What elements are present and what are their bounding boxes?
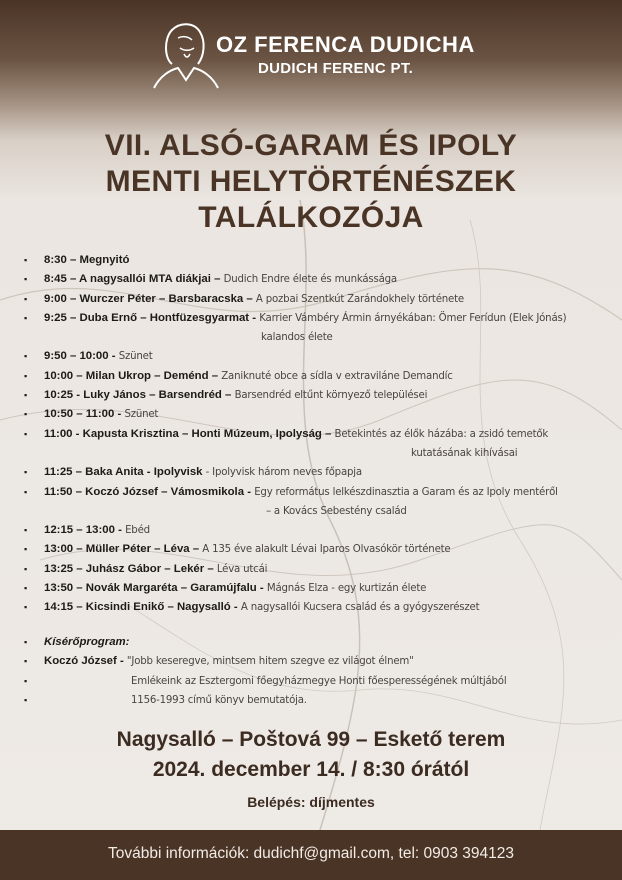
program-item: ▪ 11:25 – Baka Anita - Ipolyvisk - Ipolyvisk három neves főpapja	[24, 463, 614, 482]
program-item: ▪ 10:25 - Luky János – Barsendréd – Barsendréd eltűnt környező települései	[24, 386, 614, 405]
dudich-portrait-logo	[150, 18, 220, 90]
program-item: ▪ 12:15 – 13:00 - Ebéd	[24, 521, 614, 540]
program-item: ▪ 9:00 – Wurczer Péter – Barsbaracska – A pozbai Szentkút Zarándokhely története	[24, 290, 614, 309]
event-title-line3: TALÁLKOZÓJA	[198, 201, 424, 234]
program-item-continuation: – a Kovács Sebestény család	[266, 505, 407, 517]
side-program-line: ▪ Emlékeink az Esztergomi főegyházmegye Honti főesperességének múltjából	[24, 672, 614, 691]
program-item: ▪ 11:50 – Koczó József – Vámosmikola - Egy református lelkészdinasztia a Garam és az Ipoly mentéről	[24, 483, 614, 502]
brand-subtitle: DUDICH FERENC PT.	[258, 60, 414, 77]
side-program	[24, 633, 614, 710]
program-item: ▪ 8:30 – Megnyitó	[24, 251, 614, 270]
program-item: ▪ 9:25 – Duba Ernő – Hontfüzesgyarmat - Karrier Vámbéry Ármin árnyékában: Ömer Ferídun (Elek Jónás)	[24, 309, 614, 328]
venue-date: 2024. december 14. / 8:30 órától	[152, 758, 470, 781]
program-item: ▪ 10:50 – 11:00 - Szünet	[24, 405, 614, 424]
side-program-label: ▪ Kísérőprogram:	[24, 633, 614, 652]
venue-address: Nagysalló – Poštová 99 – Eskető terem	[116, 728, 506, 751]
event-title-line1: VII. ALSÓ-GARAM ÉS IPOLY	[104, 129, 518, 162]
program-item-continuation: kutatásának kihívásai	[411, 447, 518, 459]
brand-title: OZ FERENCA DUDICHA	[216, 32, 475, 57]
event-title	[40, 128, 582, 236]
program-item: ▪ 9:50 – 10:00 - Szünet	[24, 347, 614, 366]
program-item: ▪ 13:00 – Müller Péter – Léva – A 135 éve alakult Lévai Iparos Olvasókör története	[24, 540, 614, 559]
program-item: ▪ 14:15 – Kicsindi Enikő – Nagysalló - A nagysallói Kucsera család és a gyógyszerészet	[24, 598, 614, 617]
event-title-line2: MENTI HELYTÖRTÉNÉSZEK	[105, 165, 517, 198]
program-list	[24, 251, 614, 618]
program-item: ▪ 13:25 – Juhász Gábor – Lekér – Léva utcái	[24, 560, 614, 579]
side-program-line: ▪ 1156-1993 című könyv bemutatója.	[24, 691, 614, 710]
program-item: ▪ 11:00 - Kapusta Krisztina – Honti Múzeum, Ipolyság – Betekintés az élők házába: a zsidó temetők	[24, 425, 614, 444]
program-item: ▪ 8:45 – A nagysallói MTA diákjai – Dudich Endre élete és munkássága	[24, 270, 614, 289]
program-item-continuation: kalandos élete	[261, 332, 333, 344]
entry-fee: Belépés: díjmentes	[247, 794, 375, 810]
footer-contact: További információk: dudichf@gmail.com, tel: 0903 394123	[0, 830, 622, 880]
program-item: ▪ 13:50 – Novák Margaréta – Garamújfalu - Mágnás Elza - egy kurtizán élete	[24, 579, 614, 598]
side-program-item: ▪ Koczó József - "Jobb keseregve, mintsem hitem szegve ez világot élnem"	[24, 652, 614, 671]
venue-info	[20, 725, 602, 785]
program-item: ▪ 10:00 – Milan Ukrop – Deménd – Zaniknuté obce a sídla v extraviláne Demandíc	[24, 367, 614, 386]
